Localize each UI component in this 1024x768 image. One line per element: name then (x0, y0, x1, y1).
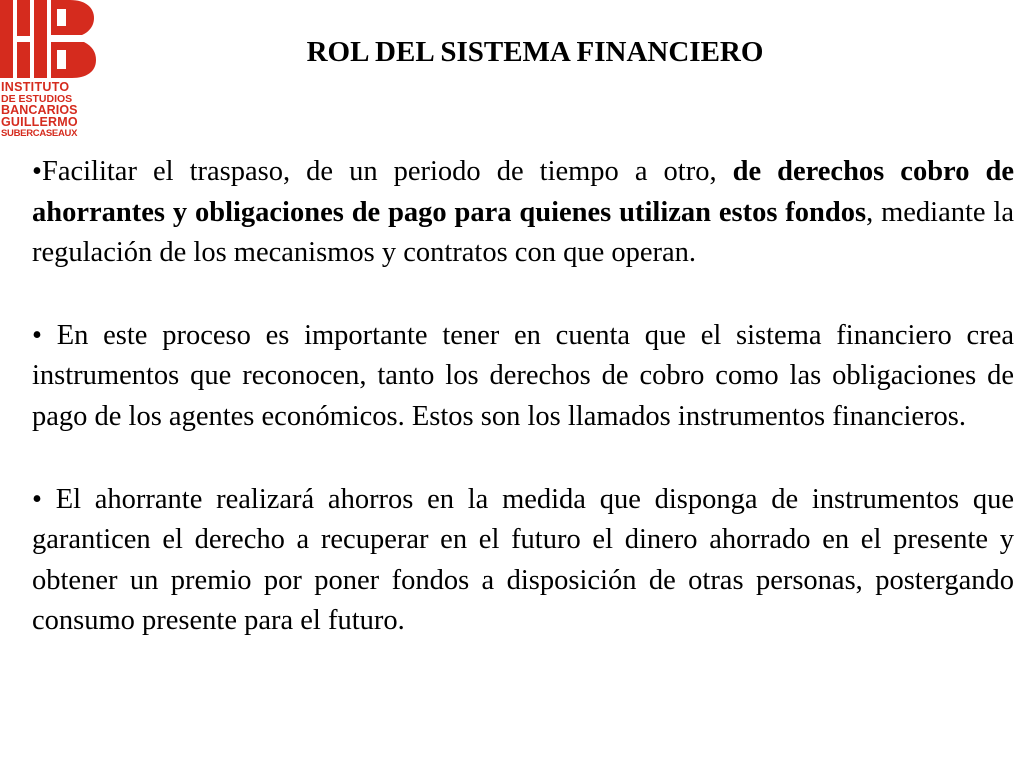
paragraph-1-end: , mediante la regulación de los mecanismos y contratos con que operan. (32, 196, 1014, 269)
paragraph-1 (32, 152, 1014, 274)
paragraph-2: • En este proceso es importante tener en cuenta que el sistema financiero crea instrumentos que reconocen, tanto los derechos de cobro como las obligaciones de pago de los agentes económicos. Estos son los llamados instrumentos financieros. (32, 319, 1014, 432)
logo-line-2: DE ESTUDIOS (1, 92, 73, 105)
page-title: ROL DEL SISTEMA FINANCIERO (306, 36, 764, 68)
logo-line-5: SUBERCASEAUX (1, 128, 78, 139)
paragraph-1-intro: •Facilitar el traspaso, de un periodo de tiempo a otro, (32, 156, 733, 187)
logo-text (1, 82, 101, 140)
paragraph-1-emphasis: de derechos cobro de ahorrantes y obligaciones de pago para quienes utilizan estos fondos (32, 156, 1014, 228)
logo-line-1: INSTITUTO (1, 80, 70, 94)
logo-line-4: GUILLERMO (1, 114, 78, 129)
institute-logo (0, 0, 100, 148)
logo-line-3: BANCARIOS (1, 103, 78, 117)
slide-content (32, 152, 1014, 642)
paragraph-3: • El ahorrante realizará ahorros en la medida que disponga de instrumentos que garanticen el derecho a recuperar en el futuro el dinero ahorrado en el presente y obtener un premio por poner fondos a disposición de otras personas, postergando consumo presente para el futuro. (32, 483, 1014, 637)
